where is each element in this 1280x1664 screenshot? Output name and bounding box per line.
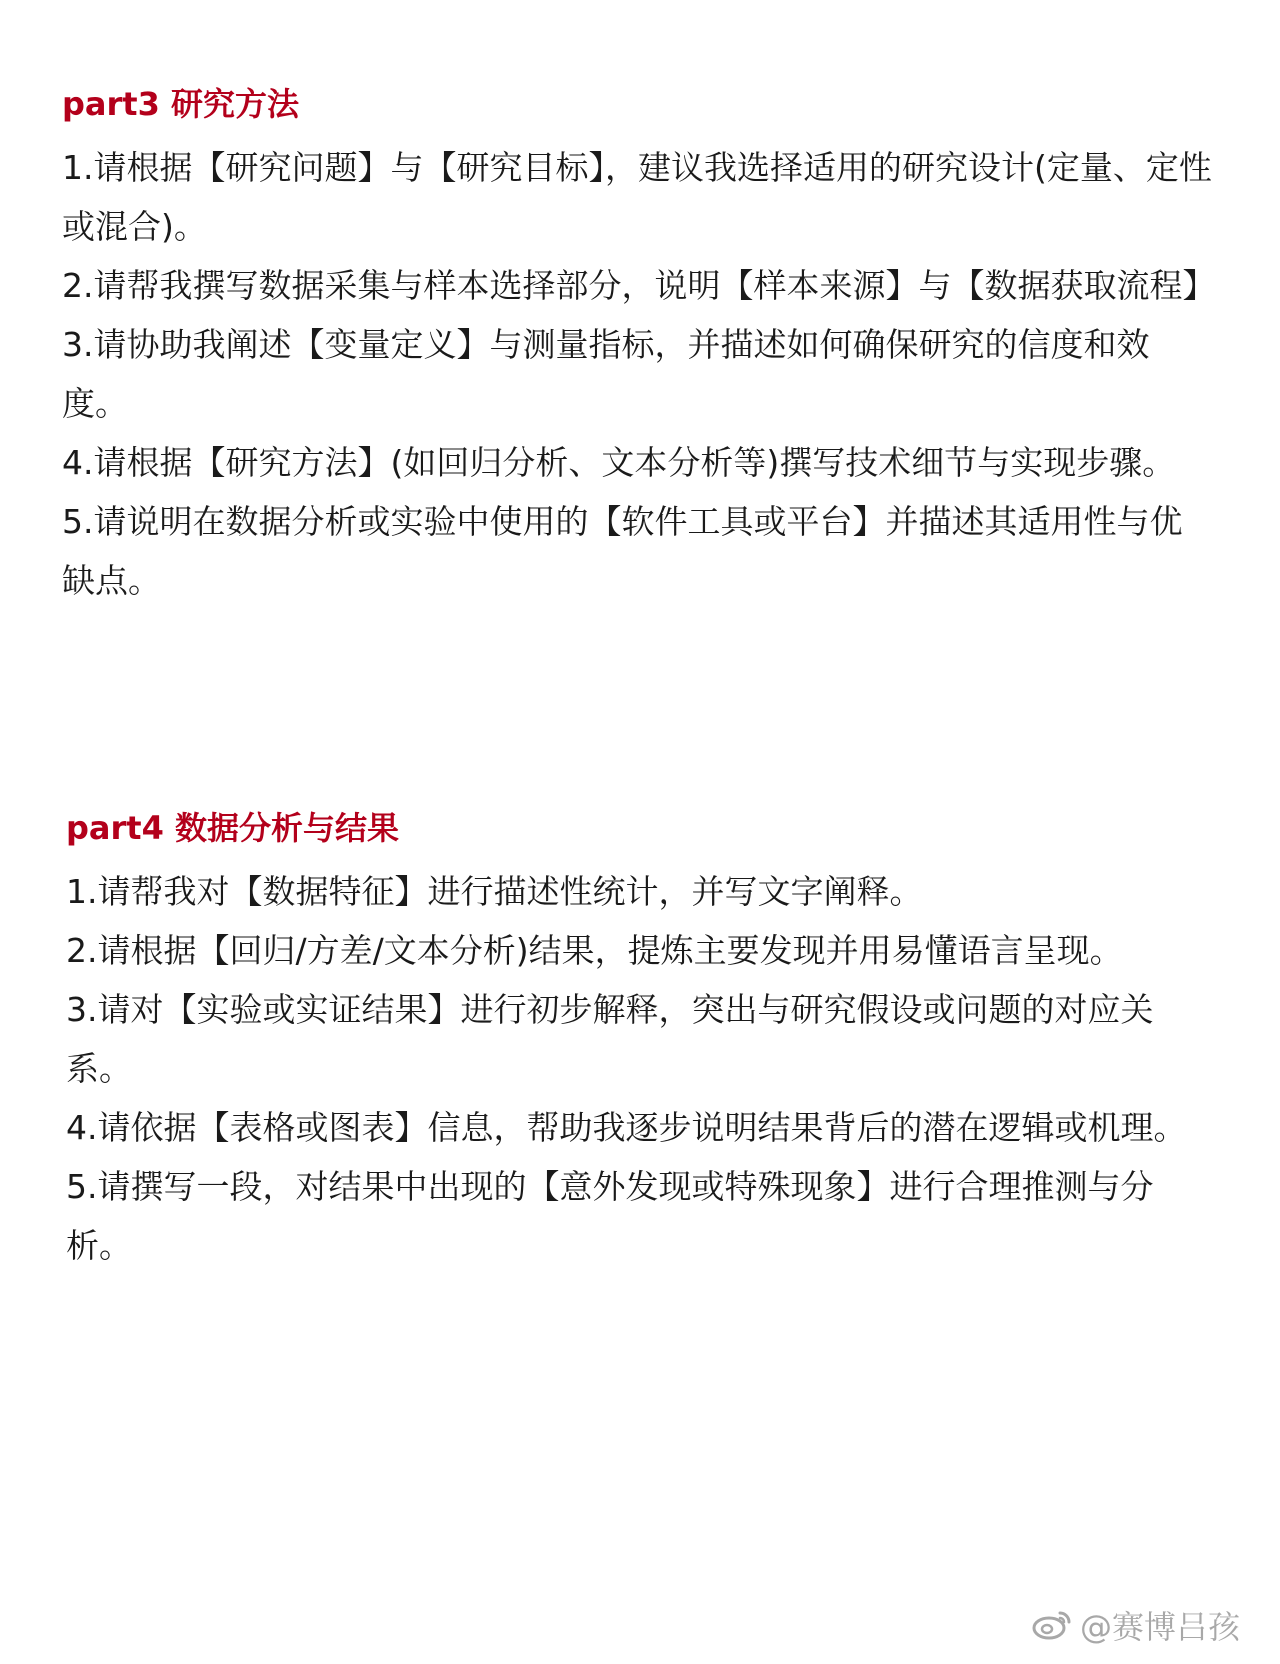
watermark bbox=[1032, 1602, 1240, 1648]
section-part3 bbox=[62, 78, 1216, 610]
watermark-text: @赛博吕孩 bbox=[1079, 1608, 1240, 1646]
weibo-icon bbox=[1032, 1609, 1072, 1641]
list-item: 1.请根据【研究问题】与【研究目标】，建议我选择适用的研究设计(定量、定性或混合)。 bbox=[62, 148, 1212, 246]
section-title: part3 研究方法 bbox=[62, 85, 299, 123]
section-part4 bbox=[66, 802, 1216, 1275]
list-item: 3.请协助我阐述【变量定义】与测量指标，并描述如何确保研究的信度和效度。 bbox=[62, 325, 1150, 423]
list-item: 4.请根据【研究方法】(如回归分析、文本分析等)撰写技术细节与实现步骤。 bbox=[62, 443, 1176, 482]
list-item: 4.请依据【表格或图表】信息，帮助我逐步说明结果背后的潜在逻辑或机理。 bbox=[66, 1108, 1187, 1147]
list-item: 1.请帮我对【数据特征】进行描述性统计，并写文字阐释。 bbox=[66, 872, 923, 911]
list-item: 5.请说明在数据分析或实验中使用的【软件工具或平台】并描述其适用性与优缺点。 bbox=[62, 502, 1183, 600]
list-item: 5.请撰写一段，对结果中出现的【意外发现或特殊现象】进行合理推测与分析。 bbox=[66, 1167, 1154, 1265]
list-item: 3.请对【实验或实证结果】进行初步解释，突出与研究假设或问题的对应关系。 bbox=[66, 990, 1154, 1088]
list-item: 2.请根据【回归/方差/文本分析)结果，提炼主要发现并用易懂语言呈现。 bbox=[66, 931, 1123, 970]
section-title: part4 数据分析与结果 bbox=[66, 809, 399, 847]
list-item: 2.请帮我撰写数据采集与样本选择部分，说明【样本来源】与【数据获取流程】 bbox=[62, 266, 1216, 305]
